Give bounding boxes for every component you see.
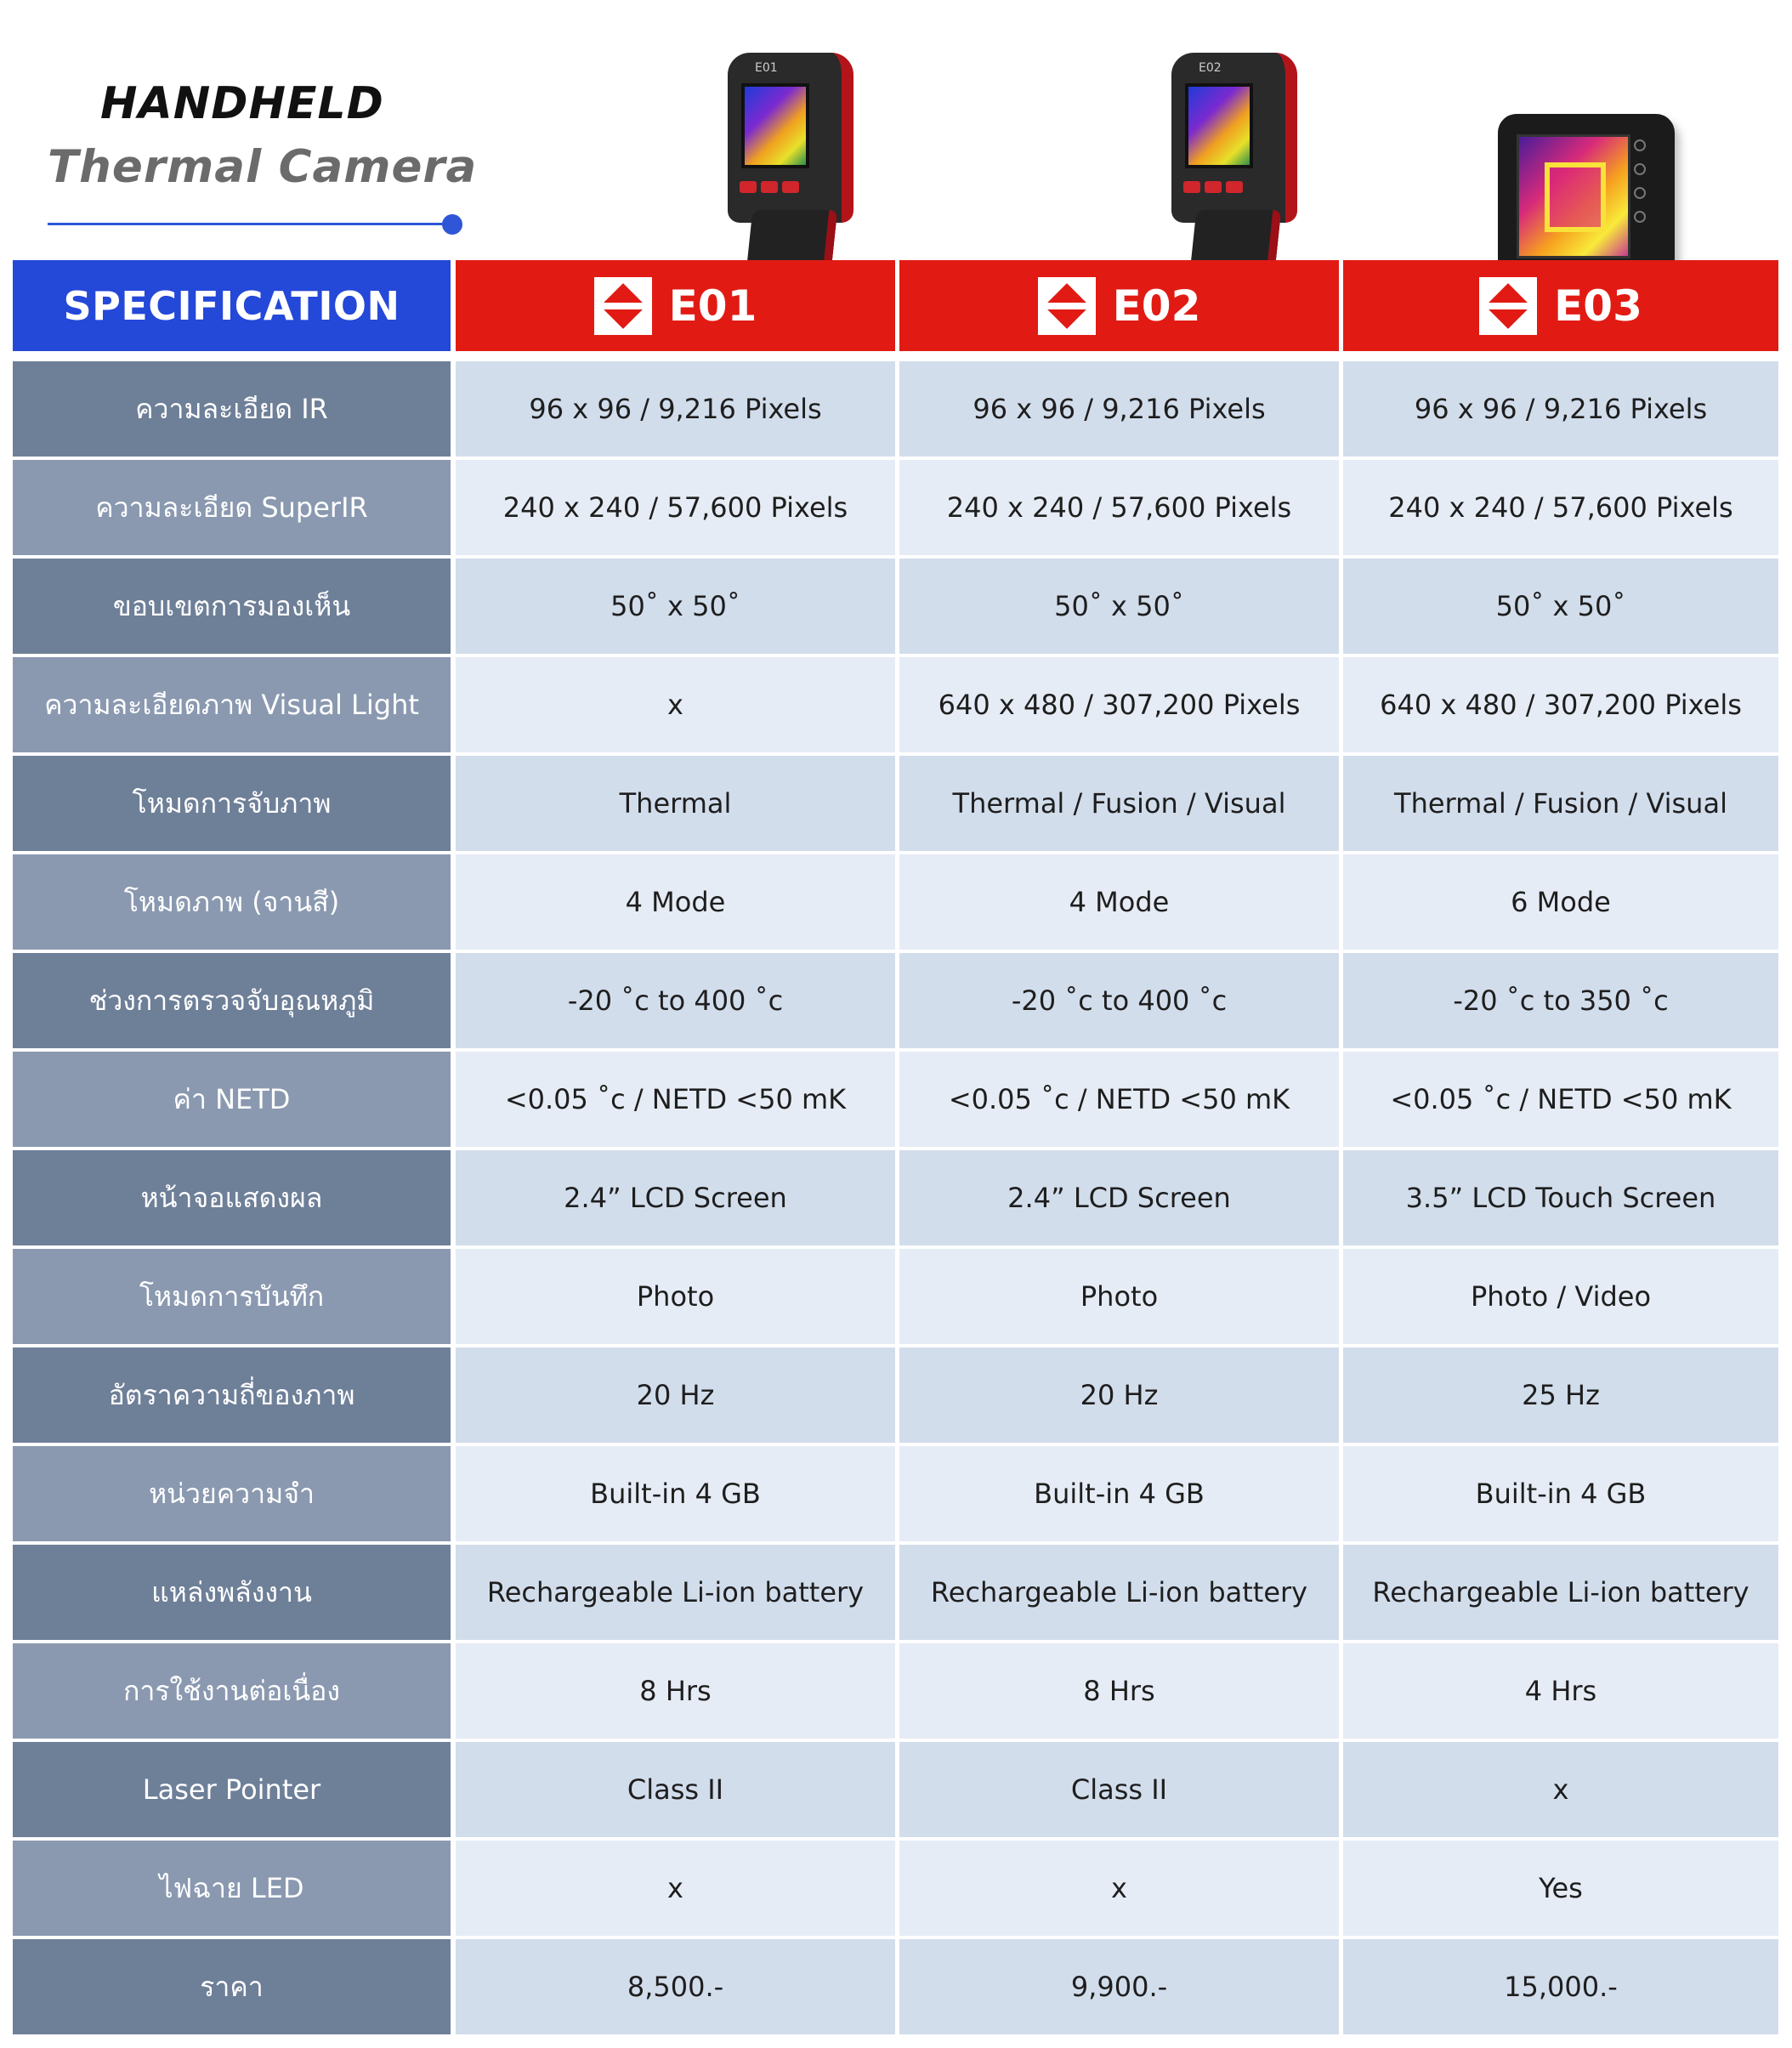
row-label: ค่า NETD <box>13 1052 451 1147</box>
row-label: ความละเอียด SuperIR <box>13 460 451 555</box>
table-row <box>13 1249 1778 1344</box>
row-label: ความละเอียด IR <box>13 361 451 457</box>
row-value-e02: 240 x 240 / 57,600 Pixels <box>899 460 1339 555</box>
table-row <box>13 559 1778 654</box>
table-row <box>13 1643 1778 1739</box>
page-title: HANDHELD <box>100 78 384 129</box>
row-label: ความละเอียดภาพ Visual Light <box>13 657 451 752</box>
row-value-e01: 8,500.- <box>456 1939 895 2034</box>
row-value-e01: Class II <box>456 1742 895 1837</box>
row-value-e03: 640 x 480 / 307,200 Pixels <box>1343 657 1778 752</box>
row-value-e03: <0.05 ˚c / NETD <50 mK <box>1343 1052 1778 1147</box>
model-name: E01 <box>668 281 757 331</box>
row-value-e02: Photo <box>899 1249 1339 1344</box>
row-value-e02: 4 Mode <box>899 854 1339 950</box>
row-value-e02: 50˚ x 50˚ <box>899 559 1339 654</box>
row-value-e01: Rechargeable Li-ion battery <box>456 1545 895 1640</box>
table-row <box>13 1347 1778 1443</box>
row-value-e01: 4 Mode <box>456 854 895 950</box>
hikmicro-logo-icon <box>1038 277 1096 335</box>
hikmicro-logo-icon <box>594 277 652 335</box>
row-label: โหมดการบันทึก <box>13 1249 451 1344</box>
row-label: โหมดการจับภาพ <box>13 756 451 851</box>
row-value-e03: Yes <box>1343 1841 1778 1936</box>
title-underline <box>48 223 451 225</box>
model-header-e02 <box>899 260 1339 351</box>
title-underline-dot <box>442 214 462 235</box>
row-value-e03: Built-in 4 GB <box>1343 1446 1778 1541</box>
row-value-e03: 3.5” LCD Touch Screen <box>1343 1150 1778 1245</box>
row-value-e01: x <box>456 1841 895 1936</box>
row-value-e03: Photo / Video <box>1343 1249 1778 1344</box>
table-row <box>13 1939 1778 2034</box>
row-value-e02: -20 ˚c to 400 ˚c <box>899 953 1339 1048</box>
table-row <box>13 1841 1778 1936</box>
row-value-e01: 50˚ x 50˚ <box>456 559 895 654</box>
table-row <box>13 361 1778 457</box>
row-value-e03: 50˚ x 50˚ <box>1343 559 1778 654</box>
row-value-e01: 96 x 96 / 9,216 Pixels <box>456 361 895 457</box>
model-header-e03 <box>1343 260 1778 351</box>
e02-camera-screen-label: E02 <box>1199 61 1222 75</box>
row-value-e03: 96 x 96 / 9,216 Pixels <box>1343 361 1778 457</box>
row-value-e01: Built-in 4 GB <box>456 1446 895 1541</box>
row-value-e02: 2.4” LCD Screen <box>899 1150 1339 1245</box>
row-label: Laser Pointer <box>13 1742 451 1837</box>
row-value-e01: Photo <box>456 1249 895 1344</box>
spec-header: SPECIFICATION <box>13 260 451 351</box>
row-value-e01: Thermal <box>456 756 895 851</box>
hikmicro-logo-icon <box>1479 277 1537 335</box>
row-value-e02: <0.05 ˚c / NETD <50 mK <box>899 1052 1339 1147</box>
model-name: E02 <box>1112 281 1201 331</box>
row-value-e03: Thermal / Fusion / Visual <box>1343 756 1778 851</box>
model-name: E03 <box>1554 281 1642 331</box>
row-value-e02: 96 x 96 / 9,216 Pixels <box>899 361 1339 457</box>
table-row <box>13 953 1778 1048</box>
row-value-e03: x <box>1343 1742 1778 1837</box>
row-label: ไฟฉาย LED <box>13 1841 451 1936</box>
table-row <box>13 1742 1778 1837</box>
row-value-e02: Rechargeable Li-ion battery <box>899 1545 1339 1640</box>
table-row <box>13 1052 1778 1147</box>
row-value-e03: -20 ˚c to 350 ˚c <box>1343 953 1778 1048</box>
row-value-e01: -20 ˚c to 400 ˚c <box>456 953 895 1048</box>
row-value-e02: Built-in 4 GB <box>899 1446 1339 1541</box>
row-value-e01: x <box>456 657 895 752</box>
row-label: ช่วงการตรวจจับอุณหภูมิ <box>13 953 451 1048</box>
row-value-e03: Rechargeable Li-ion battery <box>1343 1545 1778 1640</box>
table-row <box>13 460 1778 555</box>
row-label: หน่วยความจำ <box>13 1446 451 1541</box>
row-value-e02: Class II <box>899 1742 1339 1837</box>
model-header-e01 <box>456 260 895 351</box>
row-value-e03: 6 Mode <box>1343 854 1778 950</box>
row-value-e03: 4 Hrs <box>1343 1643 1778 1739</box>
row-value-e02: 8 Hrs <box>899 1643 1339 1739</box>
table-row <box>13 1150 1778 1245</box>
table-row <box>13 1446 1778 1541</box>
page-subtitle: Thermal Camera <box>48 141 478 193</box>
table-row <box>13 854 1778 950</box>
row-value-e02: 20 Hz <box>899 1347 1339 1443</box>
row-value-e02: Thermal / Fusion / Visual <box>899 756 1339 851</box>
row-label: โหมดภาพ (จานสี) <box>13 854 451 950</box>
row-value-e03: 15,000.- <box>1343 1939 1778 2034</box>
row-label: ราคา <box>13 1939 451 2034</box>
table-row <box>13 756 1778 851</box>
row-value-e01: 2.4” LCD Screen <box>456 1150 895 1245</box>
row-value-e03: 240 x 240 / 57,600 Pixels <box>1343 460 1778 555</box>
row-value-e01: 240 x 240 / 57,600 Pixels <box>456 460 895 555</box>
row-value-e01: 20 Hz <box>456 1347 895 1443</box>
row-label: แหล่งพลังงาน <box>13 1545 451 1640</box>
row-value-e02: 9,900.- <box>899 1939 1339 2034</box>
row-label: การใช้งานต่อเนื่อง <box>13 1643 451 1739</box>
table-row <box>13 1545 1778 1640</box>
table-header-row <box>13 260 1778 351</box>
row-value-e01: <0.05 ˚c / NETD <50 mK <box>456 1052 895 1147</box>
row-value-e01: 8 Hrs <box>456 1643 895 1739</box>
row-label: หน้าจอแสดงผล <box>13 1150 451 1245</box>
table-row <box>13 657 1778 752</box>
e03-camera-image <box>1498 114 1675 281</box>
row-value-e02: 640 x 480 / 307,200 Pixels <box>899 657 1339 752</box>
e01-camera-screen-label: E01 <box>755 61 778 75</box>
row-label: ขอบเขตการมองเห็น <box>13 559 451 654</box>
row-label: อัตราความถี่ของภาพ <box>13 1347 451 1443</box>
row-value-e02: x <box>899 1841 1339 1936</box>
row-value-e03: 25 Hz <box>1343 1347 1778 1443</box>
